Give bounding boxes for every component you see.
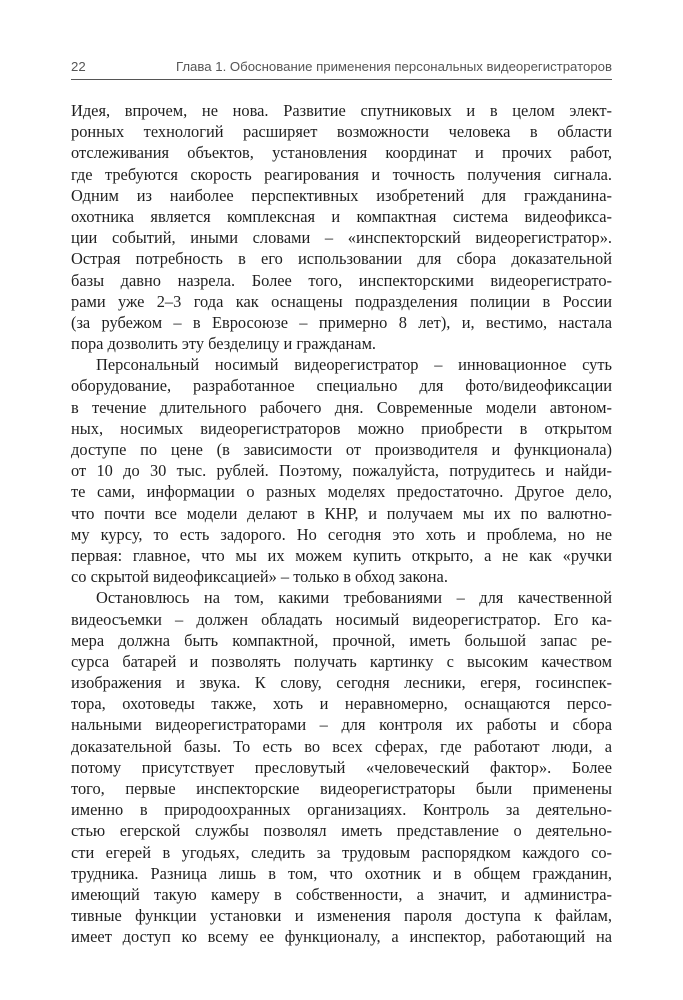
text-line: трудника. Разница лишь в том, что охотник и в общем гражданин, [71, 863, 612, 883]
text-line: доказательной базы. То есть во всех сферах, где работают люди, а [71, 736, 612, 756]
page-number: 22 [71, 59, 86, 74]
text-line: мера должна быть компактной, прочной, иметь большой запас ре- [71, 630, 612, 650]
text-line: имеющий такую камеру в собственности, а значит, и администра- [71, 884, 612, 904]
text-line: доступе по цене (в зависимости от производителя и функционала) [71, 440, 612, 459]
text-line: сти егерей в угодьях, следить за трудовым распорядком каждого со- [71, 842, 612, 862]
text-line: тора, охотоведы также, хоть и неравномерно, оснащаются персо- [71, 694, 612, 714]
text-line: Остановлюсь на том, какими требованиями – для качественной [96, 588, 612, 608]
text-line: Острая потребность в его использовании для сбора доказательной [71, 249, 612, 269]
text-line: ных, носимых видеорегистраторов можно приобрести в открытом [71, 418, 612, 438]
body-text [71, 100, 612, 948]
text-line: отслеживания объектов, установления координат и прочих работ, [71, 143, 612, 163]
text-line: со скрытой видеофиксацией» – только в обход закона. [71, 567, 448, 587]
running-head: Глава 1. Обоснование применения персональных видеорегистраторов [175, 59, 612, 74]
text-line: сурса батарей и позволять получать картинку с высоким качеством [71, 651, 612, 671]
page-header [71, 57, 612, 79]
text-line: первая: главное, что мы их можем купить открыто, а не как «ручки [71, 545, 612, 565]
text-line: рами уже 2–3 года как оснащены подразделения полиции в России [71, 291, 612, 311]
text-line: оборудование, разработанное специально для фото/видеофиксации [71, 376, 612, 396]
text-line: му курсу, то есть задорого. Но сегодня это хоть и проблема, но не [71, 524, 612, 544]
text-line: в течение длительного рабочего дня. Современные модели автоном- [71, 397, 612, 417]
text-line: ронных технологий расширяет возможности человека в области [71, 122, 612, 142]
text-line: базы давно назрела. Более того, инспекторскими видеорегистрато- [71, 270, 612, 290]
text-line: охотника является комплексная и компактная система видеофикса- [71, 206, 612, 226]
text-line: те сами, информации о разных моделях предостаточно. Другое дело, [71, 482, 612, 502]
text-line: Идея, впрочем, не нова. Развитие спутниковых и в целом элект- [71, 101, 612, 120]
text-line: потому присутствует пресловутый «человеческий фактор». Более [71, 757, 612, 777]
text-line: где требуются скорость реагирования и точность получения сигнала. [71, 164, 612, 184]
text-line: стью егерской службы позволял иметь представление о деятельно- [71, 821, 612, 841]
text-line: тивные функции установки и изменения пароля доступа к файлам, [71, 906, 612, 926]
text-line: именно в природоохранных организациях. Контроль за деятельно- [71, 800, 612, 820]
text-line: нальными видеорегистраторами – для контроля их работы и сбора [71, 715, 612, 735]
text-line: (за рубежом – в Евросоюзе – примерно 8 лет), и, вестимо, настала [71, 312, 612, 332]
text-line: Одним из наиболее перспективных изобретений для гражданина- [71, 185, 612, 205]
text-line: видеосъемки – должен обладать носимый видеорегистратор. Его ка- [71, 609, 612, 629]
text-line: что почти все модели делают в КНР, и получаем мы их по валютно- [71, 503, 612, 523]
text-line: того, первые инспекторские видеорегистраторы были применены [71, 779, 612, 798]
text-line: пора дозволить эту безделицу и гражданам. [71, 334, 377, 354]
text-line: от 10 до 30 тыс. рублей. Поэтому, пожалуйста, потрудитесь и найди- [71, 461, 612, 481]
text-line: изображения и звука. К слову, сегодня лесники, егеря, госинспек- [71, 673, 612, 693]
text-line: имеет доступ ко всему ее функционалу, а инспектор, работающий на [71, 927, 612, 947]
text-line: Персональный носимый видеорегистратор – инновационное суть [96, 355, 612, 375]
text-line: ции событий, иными словами – «инспекторский видеорегистратор». [71, 228, 612, 248]
header-rule [71, 79, 612, 80]
